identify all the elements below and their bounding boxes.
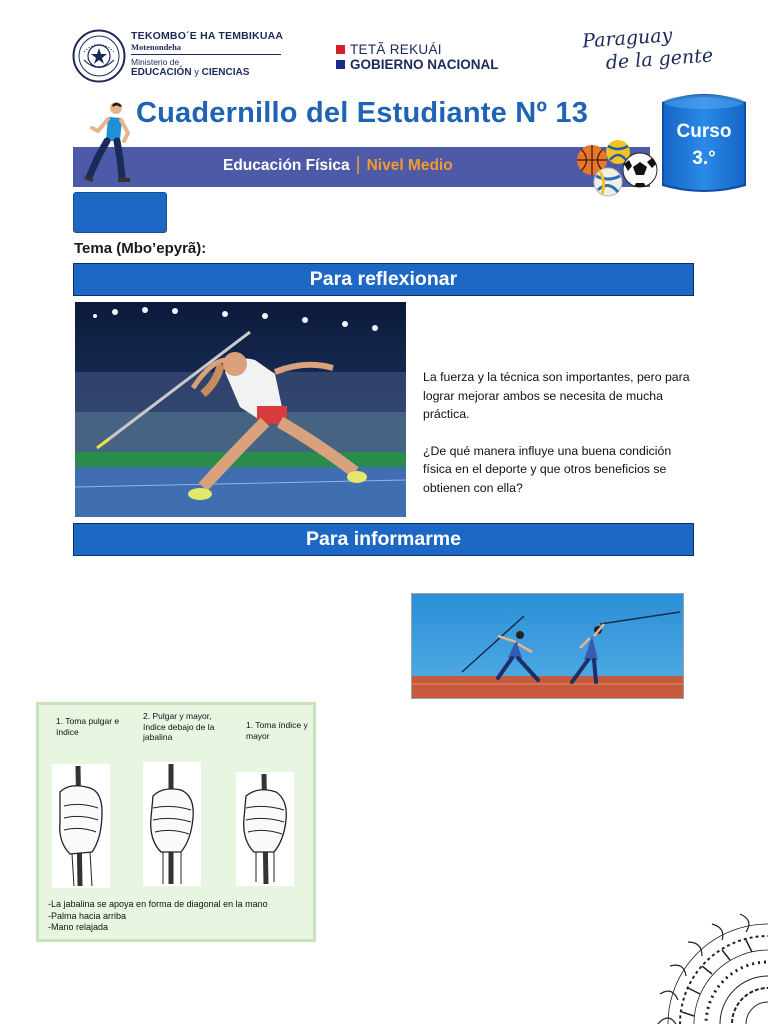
slogan-line2: de la gente xyxy=(605,44,714,74)
slogan-line1: Paraguay xyxy=(581,24,674,53)
ministry-line4-y: y xyxy=(194,67,199,78)
subject-label: Educación Física xyxy=(223,157,350,174)
blue-tab-box xyxy=(73,192,167,233)
subtitle-separator: | xyxy=(355,154,361,175)
grip-note-2: -Palma hacia arriba xyxy=(48,910,127,921)
grip-notes xyxy=(48,899,268,934)
gov-line2: GOBIERNO NACIONAL xyxy=(350,57,499,72)
runner-icon xyxy=(84,101,134,187)
grip-note-1: -La jabalina se apoya en forma de diagonal en la mano xyxy=(48,899,268,909)
red-square-icon xyxy=(336,45,345,54)
ministry-line2: Motenondeha xyxy=(131,41,182,52)
gov-line1: TETÃ REKUÁI xyxy=(350,42,442,57)
tema-label: Tema (Mbo’epyrã): xyxy=(74,240,207,257)
course-label: Curso xyxy=(676,121,732,142)
ministry-line4-b: CIENCIAS xyxy=(201,67,250,79)
ministry-line4 xyxy=(131,67,291,78)
grip-caption-2: 2. Pulgar y mayor, índice debajo de la jabalina xyxy=(143,711,215,742)
slogan-logo xyxy=(582,22,714,77)
sports-balls-icon xyxy=(576,138,660,198)
page-title: Cuadernillo del Estudiante Nº 13 xyxy=(136,97,589,129)
blue-square-icon xyxy=(336,60,345,69)
section-heading-informarme: Para informarme xyxy=(73,523,694,556)
ministry-divider xyxy=(131,54,281,55)
reflection-text xyxy=(423,368,698,515)
grip-hand-2-icon xyxy=(141,760,203,888)
grip-caption-1: 1. Toma pulgar e índice xyxy=(56,716,120,737)
ministry-line3: Ministerio de xyxy=(131,56,180,67)
section-heading-reflexionar: Para reflexionar xyxy=(73,263,694,296)
government-logo xyxy=(336,42,499,72)
grip-caption-3: 1. Toma índice y mayor xyxy=(246,720,308,741)
grip-hand-3-icon xyxy=(234,770,296,898)
javelin-athlete-photo xyxy=(75,302,406,517)
grip-hand-1-icon xyxy=(50,762,112,890)
ministry-line4-a: EDUCACIÓN xyxy=(131,67,192,79)
ministry-seal-icon xyxy=(72,29,126,83)
course-value: 3.° xyxy=(692,148,716,169)
mandala-decoration-icon xyxy=(648,910,768,1024)
course-badge xyxy=(660,118,748,172)
reflection-paragraph-1: La fuerza y la técnica son importantes, pero para lograr mejorar ambos se necesita de mucha práctica. xyxy=(423,370,690,421)
reflection-paragraph-2: ¿De qué manera influye una buena condición física en el deporte y que otros beneficios se obtienen con ella? xyxy=(423,443,672,495)
grip-note-3: -Mano relajada xyxy=(48,922,109,932)
javelin-throw-illustration xyxy=(411,593,684,699)
ministry-line1: TEKOMBO´E HA TEMBIKUAA xyxy=(131,30,284,42)
level-label: Nivel Medio xyxy=(366,157,453,174)
subtitle xyxy=(223,154,453,176)
ministry-logo-text xyxy=(131,31,291,78)
